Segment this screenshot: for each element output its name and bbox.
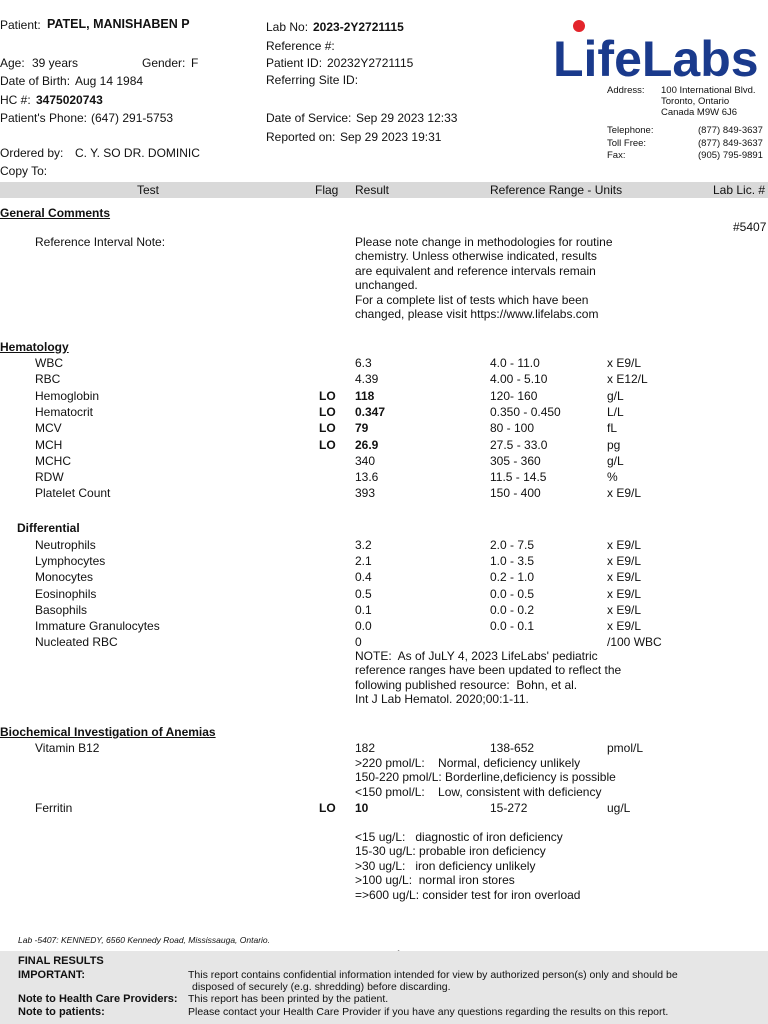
general-comments-title: General Comments — [0, 206, 111, 220]
address-line-2: Toronto, Ontario — [661, 96, 730, 107]
note-line: unchanged. — [355, 278, 418, 293]
results-table-header — [0, 182, 768, 198]
reference-range: 4.00 - 5.10 — [490, 372, 548, 387]
reference-note-text — [355, 235, 613, 321]
result-row — [0, 421, 768, 437]
test-name: Ferritin — [35, 801, 73, 815]
note-line: reference ranges have been updated to reflect the — [355, 663, 622, 678]
note-line: chemistry. Unless otherwise indicated, results — [355, 249, 597, 264]
result-value: 340 — [355, 453, 376, 468]
reference-range: 0.0 - 0.1 — [490, 619, 535, 633]
result-flag: LO — [319, 801, 336, 815]
result-value: 0.1 — [355, 602, 372, 617]
test-name: Vitamin B12 — [35, 741, 100, 755]
result-value: 2.1 — [355, 554, 372, 569]
lifelabs-logo — [553, 20, 768, 80]
important-text-2: disposed of securely (e.g. shredding) before discarding. — [192, 981, 451, 993]
hcp-note-label: Note to Health Care Providers: — [18, 993, 178, 1005]
patient-label: Patient: — [0, 18, 41, 32]
copy-to-label: Copy To: — [0, 164, 48, 178]
patient-id-value: 20232Y2721115 — [327, 56, 414, 70]
result-value: 26.9 — [355, 437, 379, 452]
result-value: 0.347 — [355, 404, 386, 419]
result-value: 0.0 — [355, 619, 372, 633]
test-name: RDW — [35, 470, 64, 485]
hc-value: 3475020743 — [36, 93, 103, 107]
result-value: 4.39 — [355, 372, 379, 387]
ordered-by-label: Ordered by: — [0, 146, 64, 160]
col-test: Test — [137, 183, 160, 197]
anemias-title: Biochemical Investigation of Anemias — [0, 725, 216, 739]
test-name: WBC — [35, 356, 63, 370]
age-label: Age: — [0, 56, 25, 70]
b12-interpretation — [355, 756, 616, 799]
ordered-by-value: C. Y. SO DR. DOMINIC — [75, 146, 200, 160]
note-line: =>600 ug/L: consider test for iron overload — [355, 887, 581, 902]
result-flag: LO — [319, 421, 336, 436]
result-row — [0, 389, 768, 405]
reference-range: 80 - 100 — [490, 421, 535, 436]
note-line: Please note change in methodologies for routine — [355, 235, 613, 249]
note-line: <150 pmol/L: Low, consistent with deficiency — [355, 784, 602, 799]
result-unit: x E9/L — [607, 486, 642, 501]
final-results-label: FINAL RESULTS — [18, 955, 104, 967]
logo-text: LifeLabs — [553, 31, 759, 80]
lab-license: #5407 — [733, 220, 767, 234]
result-unit: x E9/L — [607, 602, 642, 617]
reference-range: 138-652 — [490, 741, 535, 755]
reported-label: Reported on: — [266, 130, 336, 144]
result-row — [0, 538, 768, 554]
test-name: MCV — [35, 421, 62, 436]
hc-label: HC #: — [0, 93, 31, 107]
note-line: changed, please visit https://www.lifelabs.com — [355, 307, 599, 322]
reference-range: 15-272 — [490, 801, 528, 815]
reference-range: 150 - 400 — [490, 486, 541, 501]
result-unit: /100 WBC — [607, 635, 662, 650]
result-value: 118 — [355, 388, 375, 403]
reported-value: Sep 29 2023 19:31 — [340, 130, 442, 144]
test-name: Monocytes — [35, 570, 94, 585]
hematology-title: Hematology — [0, 340, 69, 354]
ferritin-interpretation — [355, 830, 580, 902]
reference-label: Reference #: — [266, 39, 335, 53]
result-value: 79 — [355, 421, 369, 436]
note-line: >30 ug/L: iron deficiency unlikely — [355, 858, 536, 873]
test-name: Basophils — [35, 602, 88, 617]
result-row — [0, 372, 768, 388]
report-footer — [0, 951, 768, 1024]
test-name: Neutrophils — [35, 538, 96, 552]
note-line: >220 pmol/L: Normal, deficiency unlikely — [355, 756, 581, 770]
result-unit: x E9/L — [607, 538, 642, 552]
result-flag: LO — [319, 437, 336, 452]
result-row — [0, 486, 768, 502]
test-name: Nucleated RBC — [35, 635, 118, 650]
patient-id-label: Patient ID: — [266, 56, 323, 70]
tollfree-label: Toll Free: — [607, 138, 647, 149]
note-line: are equivalent and reference intervals remain — [355, 263, 596, 278]
result-unit: L/L — [607, 404, 624, 419]
result-row — [0, 454, 768, 470]
result-unit: pg — [607, 437, 621, 452]
important-label: IMPORTANT: — [18, 969, 86, 981]
hcp-note-text: This report has been printed by the patient. — [188, 993, 389, 1005]
reference-range: 120- 160 — [490, 388, 538, 403]
tollfree-value: (877) 849-3637 — [698, 138, 763, 149]
test-name: Lymphocytes — [35, 554, 106, 569]
dob-value: Aug 14 1984 — [75, 74, 144, 88]
reference-note-label: Reference Interval Note: — [35, 235, 166, 249]
result-row — [0, 405, 768, 421]
phone-value: (647) 291-5753 — [91, 111, 174, 125]
result-unit: x E9/L — [607, 586, 642, 601]
dob-label: Date of Birth: — [0, 74, 71, 88]
test-name: MCHC — [35, 453, 71, 468]
result-row — [0, 603, 768, 619]
lab-location: Lab -5407: KENNEDY, 6560 Kennedy Road, Mississauga, Ontario. — [18, 935, 270, 945]
result-value: 182 — [355, 741, 376, 755]
reference-range: 0.0 - 0.5 — [490, 586, 535, 601]
col-flag: Flag — [315, 183, 339, 197]
result-row — [0, 570, 768, 586]
patients-note-text: Please contact your Health Care Provider if you have any questions regarding the results on this report. — [188, 1006, 669, 1018]
gender-value: F — [191, 56, 199, 70]
reference-range: 0.2 - 1.0 — [490, 570, 535, 585]
result-value: 10 — [355, 801, 369, 815]
note-line: >100 ug/L: normal iron stores — [355, 873, 515, 888]
result-row — [0, 619, 768, 635]
test-name: Platelet Count — [35, 486, 111, 501]
note-line: <15 ug/L: diagnostic of iron deficiency — [355, 830, 563, 844]
reference-range: 2.0 - 7.5 — [490, 538, 535, 552]
patients-note-label: Note to patients: — [18, 1006, 105, 1018]
test-name: Immature Granulocytes — [35, 619, 160, 633]
result-row — [0, 356, 768, 372]
referring-site-label: Referring Site ID: — [266, 73, 359, 87]
address-line-3: Canada M9W 6J6 — [661, 107, 738, 118]
note-line: following published resource: Bohn, et al. — [355, 677, 578, 692]
result-row — [0, 801, 768, 817]
reference-range: 0.350 - 0.450 — [490, 404, 561, 419]
result-unit: x E12/L — [607, 372, 648, 387]
result-unit: x E9/L — [607, 554, 642, 569]
note-line: For a complete list of tests which have been — [355, 292, 589, 307]
result-value: 0.4 — [355, 570, 372, 585]
gender-label: Gender: — [142, 56, 186, 70]
note-line: 15-30 ug/L: probable iron deficiency — [355, 844, 546, 859]
note-line: NOTE: As of JuLY 4, 2023 LifeLabs' pediatric — [355, 649, 598, 663]
reference-range: 305 - 360 — [490, 453, 541, 468]
test-name: Eosinophils — [35, 586, 97, 601]
phone-label: Patient's Phone: — [0, 111, 88, 125]
result-unit: fL — [607, 421, 618, 436]
col-range: Reference Range - Units — [490, 183, 623, 197]
test-name: Hemoglobin — [35, 388, 100, 403]
result-unit: g/L — [607, 453, 624, 468]
result-row — [0, 741, 768, 757]
telephone-label: Telephone: — [607, 125, 654, 136]
result-value: 6.3 — [355, 356, 372, 370]
result-flag: LO — [319, 388, 336, 403]
reference-range: 4.0 - 11.0 — [490, 356, 540, 370]
lab-no-value: 2023-2Y2721115 — [313, 20, 404, 34]
note-line: 150-220 pmol/L: Borderline,deficiency is possible — [355, 770, 616, 785]
result-value: 393 — [355, 486, 376, 501]
patient-name: PATEL, MANISHABEN P — [47, 17, 190, 31]
pediatric-note — [355, 649, 621, 707]
result-row — [0, 587, 768, 603]
result-flag: LO — [319, 404, 336, 419]
age-value: 39 years — [32, 56, 79, 70]
reference-range: 1.0 - 3.5 — [490, 554, 535, 569]
col-lic: Lab Lic. # — [713, 183, 766, 197]
test-name: MCH — [35, 437, 63, 452]
address-label: Address: — [607, 85, 645, 96]
result-unit: % — [607, 470, 618, 485]
important-text-1: This report contains confidential information intended for view by authorized person(s) only and should be — [188, 969, 678, 981]
result-unit: x E9/L — [607, 356, 642, 370]
result-value: 13.6 — [355, 470, 379, 485]
result-value: 0 — [355, 635, 362, 650]
differential-title: Differential — [17, 521, 80, 535]
result-unit: g/L — [607, 388, 624, 403]
result-row — [0, 554, 768, 570]
reference-range: 11.5 - 14.5 — [490, 470, 547, 485]
address-line-1: 100 International Blvd. — [661, 85, 756, 96]
result-value: 3.2 — [355, 538, 372, 552]
result-row — [0, 438, 768, 454]
reference-range: 0.0 - 0.2 — [490, 602, 535, 617]
result-unit: x E9/L — [607, 570, 642, 585]
reference-range: 27.5 - 33.0 — [490, 437, 548, 452]
service-date-label: Date of Service: — [266, 111, 352, 125]
result-unit: x E9/L — [607, 619, 642, 633]
result-unit: pmol/L — [607, 741, 644, 755]
fax-value: (905) 795-9891 — [698, 150, 763, 161]
result-unit: ug/L — [607, 801, 631, 815]
fax-label: Fax: — [607, 150, 626, 161]
service-date-value: Sep 29 2023 12:33 — [356, 111, 458, 125]
result-value: 0.5 — [355, 586, 372, 601]
test-name: Hematocrit — [35, 404, 94, 419]
col-result: Result — [355, 183, 390, 197]
result-row — [0, 470, 768, 486]
note-line: Int J Lab Hematol. 2020;00:1-11. — [355, 692, 529, 707]
test-name: RBC — [35, 372, 61, 387]
telephone-value: (877) 849-3637 — [698, 125, 763, 136]
lab-no-label: Lab No: — [266, 20, 309, 34]
